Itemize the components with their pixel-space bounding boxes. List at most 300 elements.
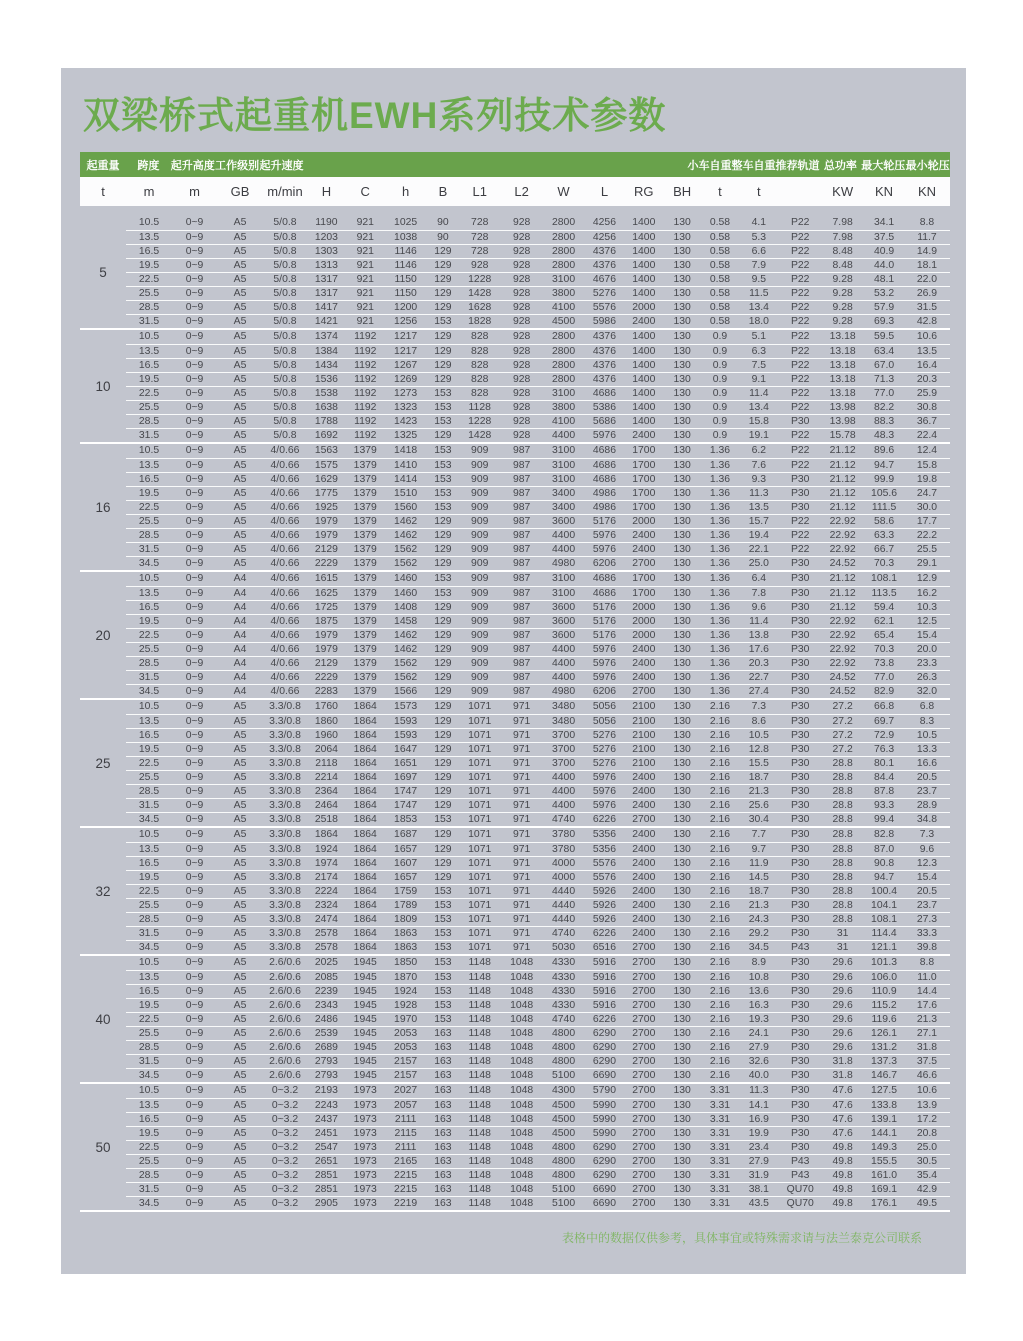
cell: 35.4 bbox=[916, 1169, 938, 1181]
cell: 28.5 bbox=[138, 1169, 160, 1181]
table-row bbox=[126, 1026, 950, 1040]
cell: 9.1 bbox=[751, 373, 767, 385]
unit-cell: C bbox=[360, 184, 370, 199]
cell: 22.0 bbox=[916, 273, 938, 285]
cell: 5916 bbox=[592, 971, 616, 983]
cell: 5/0.8 bbox=[273, 345, 297, 357]
cell: 0~9 bbox=[185, 1099, 204, 1111]
table-row bbox=[126, 956, 950, 970]
cell: 163 bbox=[434, 1113, 452, 1125]
cell: 28.8 bbox=[832, 843, 853, 855]
cell: 2651 bbox=[314, 1155, 338, 1167]
cell: 1071 bbox=[468, 871, 492, 883]
cell: 130 bbox=[673, 701, 691, 712]
cell: 2800 bbox=[551, 331, 576, 342]
cell: 163 bbox=[434, 1155, 452, 1167]
cell: P30 bbox=[790, 799, 810, 811]
cell: 4800 bbox=[551, 1155, 576, 1167]
cell: 25.5 bbox=[138, 515, 160, 527]
cell: P30 bbox=[790, 1041, 810, 1053]
cell: 163 bbox=[434, 1069, 452, 1081]
cell: 1607 bbox=[394, 857, 418, 869]
cell: 28.8 bbox=[832, 913, 853, 925]
cell: A5 bbox=[233, 913, 247, 925]
cell: 5056 bbox=[592, 701, 616, 712]
unit-cells bbox=[126, 177, 950, 206]
cell: 4800 bbox=[551, 1041, 576, 1053]
table-row bbox=[126, 216, 950, 230]
cell: 130 bbox=[673, 573, 691, 584]
cell: 1510 bbox=[394, 487, 418, 499]
cell: 26.9 bbox=[916, 287, 938, 299]
cell: A5 bbox=[233, 1183, 247, 1195]
cell: 909 bbox=[471, 657, 489, 669]
cell: 1148 bbox=[468, 1155, 491, 1167]
cell: 129 bbox=[434, 701, 452, 712]
cell: 130 bbox=[673, 487, 691, 499]
cell: 26.3 bbox=[916, 671, 938, 683]
cell: 4400 bbox=[551, 785, 576, 797]
cell: 13.5 bbox=[138, 231, 160, 243]
cell: 163 bbox=[434, 1099, 452, 1111]
cell: 14.5 bbox=[748, 871, 769, 883]
table-row bbox=[126, 472, 950, 486]
cell: 130 bbox=[673, 799, 691, 811]
cell: 53.2 bbox=[873, 287, 895, 299]
capacity-cell: 40 bbox=[95, 1011, 111, 1027]
cell: 4/0.66 bbox=[270, 615, 300, 627]
cell: 3.31 bbox=[709, 1085, 731, 1096]
cell: 5276 bbox=[592, 743, 616, 755]
cell: 1615 bbox=[314, 573, 338, 584]
cell: 130 bbox=[673, 771, 691, 783]
cell: 19.5 bbox=[138, 615, 160, 627]
cell: 0~9 bbox=[185, 1055, 204, 1067]
cell: 2400 bbox=[632, 871, 656, 883]
cell: 2.6/0.6 bbox=[269, 985, 301, 997]
cell: 129 bbox=[434, 671, 452, 683]
cell: 8.8 bbox=[919, 957, 935, 968]
cell: 0.9 bbox=[712, 359, 728, 371]
cell: 1789 bbox=[394, 899, 418, 911]
cell: 104.1 bbox=[871, 899, 898, 911]
cell: 90.8 bbox=[873, 857, 895, 869]
cell: 15.5 bbox=[748, 757, 769, 769]
table-row bbox=[126, 614, 950, 628]
cell: 130 bbox=[673, 245, 691, 257]
cell: 2364 bbox=[314, 785, 338, 797]
cell: 1700 bbox=[632, 459, 656, 471]
cell: 73.8 bbox=[873, 657, 895, 669]
cell: 5176 bbox=[592, 629, 616, 641]
cell: 28.5 bbox=[138, 301, 160, 313]
cell: 10.5 bbox=[138, 331, 160, 342]
cell: 23.4 bbox=[748, 1141, 769, 1153]
cell: 19.5 bbox=[138, 743, 160, 755]
cell: 3.31 bbox=[709, 1197, 731, 1209]
table-row bbox=[126, 984, 950, 998]
cell: 1148 bbox=[468, 1099, 491, 1111]
cell: 1048 bbox=[510, 1027, 534, 1039]
cell: 2400 bbox=[632, 529, 656, 541]
cell: P30 bbox=[790, 1141, 810, 1153]
cell: 22.7 bbox=[748, 671, 769, 683]
cell: 4400 bbox=[551, 429, 576, 441]
header-cell bbox=[379, 152, 420, 177]
cell: P30 bbox=[790, 999, 810, 1011]
unit-cell: W bbox=[557, 184, 570, 199]
cell: P43 bbox=[790, 941, 810, 953]
cell: 971 bbox=[512, 913, 531, 925]
cell: 24.1 bbox=[748, 1027, 769, 1039]
cell: P22 bbox=[790, 359, 810, 371]
cell: 1.36 bbox=[709, 601, 731, 613]
cell: 1593 bbox=[394, 729, 418, 741]
cell: 3.3/0.8 bbox=[269, 857, 301, 869]
cell: 17.6 bbox=[748, 643, 769, 655]
cell: 25.5 bbox=[138, 643, 160, 655]
cell: 728 bbox=[471, 245, 489, 257]
table-row bbox=[126, 798, 950, 812]
cell: 3.3/0.8 bbox=[269, 899, 301, 911]
cell: 2000 bbox=[632, 629, 656, 641]
cell: 1945 bbox=[353, 999, 377, 1011]
cell: 0.9 bbox=[712, 331, 728, 342]
cell: 1864 bbox=[353, 757, 377, 769]
table-row bbox=[126, 272, 950, 286]
cell: 928 bbox=[512, 231, 531, 243]
cell: 129 bbox=[434, 345, 452, 357]
cell: 87.0 bbox=[873, 843, 895, 855]
cell: 21.12 bbox=[829, 473, 856, 485]
cell: 2.16 bbox=[709, 813, 731, 825]
cell: 11.5 bbox=[749, 287, 769, 299]
cell: 153 bbox=[434, 587, 452, 599]
cell: 1048 bbox=[510, 1099, 534, 1111]
cell: 5686 bbox=[592, 415, 616, 427]
cell: 1048 bbox=[510, 957, 534, 968]
cell: 0~9 bbox=[185, 445, 204, 456]
cell: 153 bbox=[434, 501, 452, 513]
header-cells bbox=[126, 152, 950, 177]
cell: 6226 bbox=[592, 927, 616, 939]
table-row bbox=[126, 940, 950, 954]
cell: 0~9 bbox=[185, 671, 204, 683]
cell: 3.3/0.8 bbox=[269, 785, 301, 797]
cell: 9.28 bbox=[832, 273, 853, 285]
cell: 40.0 bbox=[748, 1069, 769, 1081]
cell: 4686 bbox=[592, 573, 616, 584]
cell: 176.1 bbox=[871, 1197, 898, 1209]
cell: 1700 bbox=[632, 587, 656, 599]
group-rows bbox=[126, 444, 950, 570]
cell: 0~9 bbox=[185, 273, 204, 285]
cell: 77.0 bbox=[873, 671, 895, 683]
cell: 4686 bbox=[592, 445, 616, 456]
table-group bbox=[80, 570, 950, 698]
cell: 4/0.66 bbox=[270, 671, 300, 683]
cell: 16.5 bbox=[138, 857, 160, 869]
cell: 42.9 bbox=[916, 1183, 938, 1195]
cell: 6690 bbox=[592, 1183, 616, 1195]
cell: 971 bbox=[512, 701, 531, 712]
cell: 2700 bbox=[632, 685, 656, 697]
cell: 22.5 bbox=[138, 1013, 160, 1025]
table-row bbox=[126, 414, 950, 428]
cell: 1025 bbox=[394, 217, 418, 228]
cell: 1273 bbox=[394, 387, 418, 399]
cell: 8.8 bbox=[919, 217, 935, 228]
cell: 4440 bbox=[551, 913, 576, 925]
cell: A4 bbox=[233, 629, 247, 641]
cell: 1979 bbox=[314, 515, 338, 527]
cell: 5176 bbox=[592, 515, 616, 527]
cell: 1945 bbox=[353, 971, 377, 983]
cell: 2.16 bbox=[709, 715, 731, 727]
group-rows bbox=[126, 216, 950, 328]
table-row bbox=[126, 756, 950, 770]
cell: 2100 bbox=[632, 701, 656, 712]
cell: 1048 bbox=[510, 1141, 534, 1153]
table-row bbox=[126, 628, 950, 642]
cell: 1379 bbox=[353, 515, 377, 527]
cell: 2.6/0.6 bbox=[269, 999, 301, 1011]
cell: 0~9 bbox=[185, 615, 204, 627]
cell: 1647 bbox=[394, 743, 418, 755]
cell: 1379 bbox=[353, 445, 377, 456]
cell: 1562 bbox=[394, 543, 418, 555]
cell: 22.92 bbox=[829, 515, 856, 527]
table-row bbox=[126, 856, 950, 870]
cell: 10.5 bbox=[748, 729, 769, 741]
cell: 1700 bbox=[632, 473, 656, 485]
cell: 5/0.8 bbox=[273, 231, 297, 243]
cell: 1192 bbox=[354, 415, 377, 427]
cell: 10.5 bbox=[138, 445, 160, 456]
cell: A4 bbox=[233, 685, 247, 697]
cell: 20.3 bbox=[748, 657, 769, 669]
cell: 129 bbox=[434, 529, 452, 541]
cell: 987 bbox=[512, 445, 531, 456]
cell: 129 bbox=[434, 259, 452, 271]
cell: 29.6 bbox=[832, 971, 853, 983]
cell: 7.6 bbox=[751, 459, 767, 471]
cell: 909 bbox=[471, 529, 489, 541]
cell: 108.1 bbox=[871, 573, 898, 584]
cell: 1148 bbox=[468, 1041, 491, 1053]
cell: 971 bbox=[512, 829, 531, 840]
cell: 71.3 bbox=[873, 373, 895, 385]
cell: 5.3 bbox=[751, 231, 767, 243]
cell: 0~9 bbox=[185, 971, 204, 983]
cell: 8.48 bbox=[832, 259, 853, 271]
cell: A5 bbox=[233, 487, 247, 499]
cell: 10.8 bbox=[748, 971, 769, 983]
cell: 3.3/0.8 bbox=[269, 729, 301, 741]
cell: 7.8 bbox=[751, 587, 767, 599]
cell: 94.7 bbox=[873, 459, 895, 471]
table-row bbox=[126, 714, 950, 728]
cell: 4400 bbox=[551, 799, 576, 811]
cell: 5/0.8 bbox=[273, 301, 297, 313]
cell: 1400 bbox=[632, 373, 656, 385]
cell: 6206 bbox=[592, 685, 616, 697]
cell: P30 bbox=[790, 871, 810, 883]
cell: P22 bbox=[790, 287, 810, 299]
cell: 1048 bbox=[510, 1197, 534, 1209]
cell: 5916 bbox=[592, 999, 616, 1011]
cell: 1860 bbox=[314, 715, 338, 727]
cell: 4800 bbox=[551, 1169, 576, 1181]
cell: 1071 bbox=[468, 785, 492, 797]
cell: 130 bbox=[673, 615, 691, 627]
cell: A5 bbox=[233, 373, 247, 385]
cell: 1.36 bbox=[709, 685, 731, 697]
cell: 0~9 bbox=[185, 287, 204, 299]
cell: 1747 bbox=[394, 785, 418, 797]
cell: 25.5 bbox=[138, 401, 160, 413]
cell: P22 bbox=[790, 231, 810, 243]
cell: 3.31 bbox=[709, 1169, 731, 1181]
cell: 130 bbox=[673, 843, 691, 855]
cell: 2400 bbox=[632, 643, 656, 655]
cell: 4330 bbox=[551, 999, 576, 1011]
cell: 10.5 bbox=[138, 217, 160, 228]
cell: 40.9 bbox=[873, 245, 895, 257]
cell: 2129 bbox=[314, 657, 338, 669]
cell: 130 bbox=[673, 543, 691, 555]
cell: 1256 bbox=[394, 315, 418, 327]
cell: 1374 bbox=[314, 331, 338, 342]
cell: 2215 bbox=[394, 1169, 418, 1181]
cell: 3.3/0.8 bbox=[269, 871, 301, 883]
table-row bbox=[126, 770, 950, 784]
cell: 1048 bbox=[510, 999, 534, 1011]
cell: 1629 bbox=[314, 473, 338, 485]
cell: 5926 bbox=[592, 899, 616, 911]
cell: 1657 bbox=[394, 871, 418, 883]
cell: 129 bbox=[434, 857, 452, 869]
cell: 113.5 bbox=[871, 587, 897, 599]
cell: 9.28 bbox=[832, 301, 853, 313]
cell: A5 bbox=[233, 301, 247, 313]
cell: 1379 bbox=[353, 671, 377, 683]
cell: 1146 bbox=[394, 259, 417, 271]
cell: 13.98 bbox=[829, 415, 856, 427]
page-title: 双梁桥式起重机EWH系列技术参数 bbox=[83, 95, 667, 136]
table-row bbox=[126, 1012, 950, 1026]
cell: 59.5 bbox=[873, 331, 895, 342]
cell: 129 bbox=[434, 843, 452, 855]
cell: 3.3/0.8 bbox=[269, 843, 301, 855]
cell: 5/0.8 bbox=[273, 217, 297, 228]
cell: 2100 bbox=[632, 757, 656, 769]
cell: 12.9 bbox=[916, 573, 938, 584]
cell: 1979 bbox=[314, 629, 338, 641]
table-row bbox=[126, 586, 950, 600]
cell: 21.12 bbox=[829, 587, 856, 599]
cell: 18.0 bbox=[748, 315, 769, 327]
cell: 30.8 bbox=[916, 401, 938, 413]
cell: 153 bbox=[434, 445, 452, 456]
cell: 2000 bbox=[632, 301, 656, 313]
cell: 1925 bbox=[314, 501, 338, 513]
cell: 2700 bbox=[632, 557, 656, 569]
cell: A5 bbox=[233, 1055, 247, 1067]
cell: 1071 bbox=[468, 715, 492, 727]
cell: 2700 bbox=[632, 1197, 656, 1209]
cell: P30 bbox=[790, 913, 810, 925]
cell: 2800 bbox=[551, 345, 576, 357]
cell: 130 bbox=[673, 345, 691, 357]
cell: 0~9 bbox=[185, 957, 204, 968]
cell: 4/0.66 bbox=[270, 501, 300, 513]
cell: 22.5 bbox=[138, 629, 160, 641]
cell: 88.3 bbox=[873, 415, 895, 427]
cell: 1418 bbox=[394, 445, 418, 456]
cell: 16.2 bbox=[916, 587, 938, 599]
cell: 5/0.8 bbox=[273, 331, 297, 342]
cell: 4440 bbox=[551, 899, 576, 911]
cell: A5 bbox=[233, 287, 247, 299]
capacity-cell: 10 bbox=[95, 378, 111, 394]
cell: 928 bbox=[512, 429, 531, 441]
cell: 2800 bbox=[551, 359, 576, 371]
cell: 2400 bbox=[632, 913, 656, 925]
cell: 130 bbox=[673, 813, 691, 825]
cell: 130 bbox=[673, 1169, 691, 1181]
cell: 1945 bbox=[353, 1013, 377, 1025]
cell: 4440 bbox=[551, 885, 576, 897]
cell: 1379 bbox=[353, 543, 377, 555]
cell: 971 bbox=[512, 941, 531, 953]
cell: 153 bbox=[434, 415, 452, 427]
cell: 987 bbox=[512, 543, 531, 555]
cell: 4100 bbox=[551, 415, 576, 427]
cell: 130 bbox=[673, 217, 691, 228]
cell: 0~9 bbox=[185, 1085, 204, 1096]
cell: 130 bbox=[673, 1055, 691, 1067]
group-rows bbox=[126, 1084, 950, 1210]
cell: 21.12 bbox=[829, 487, 856, 499]
cell: 1379 bbox=[353, 601, 377, 613]
cell: 130 bbox=[673, 1085, 691, 1096]
cell: 31.8 bbox=[832, 1069, 853, 1081]
cell: 928 bbox=[512, 259, 531, 271]
cell: 1313 bbox=[314, 259, 338, 271]
cell: 5986 bbox=[592, 315, 616, 327]
cell: 0.58 bbox=[709, 287, 731, 299]
cell: 163 bbox=[434, 1055, 452, 1067]
capacity-cell: 50 bbox=[95, 1139, 111, 1155]
cell: 38.1 bbox=[748, 1183, 769, 1195]
cell: 22.5 bbox=[138, 273, 160, 285]
cell: 14.9 bbox=[916, 245, 938, 257]
cell: 5/0.8 bbox=[273, 273, 297, 285]
cell: 3.3/0.8 bbox=[269, 829, 301, 840]
cell: 19.9 bbox=[748, 1127, 769, 1139]
cell: 1573 bbox=[394, 701, 418, 712]
cell: 49.8 bbox=[832, 1169, 853, 1181]
cell: A5 bbox=[233, 529, 247, 541]
cell: 0~9 bbox=[185, 459, 204, 471]
cell: 15.8 bbox=[916, 459, 938, 471]
cell: 6226 bbox=[592, 1013, 616, 1025]
cell: P30 bbox=[790, 1127, 810, 1139]
cell: 2.6/0.6 bbox=[269, 1013, 301, 1025]
cell: 12.4 bbox=[916, 445, 938, 456]
cell: 1562 bbox=[394, 657, 418, 669]
